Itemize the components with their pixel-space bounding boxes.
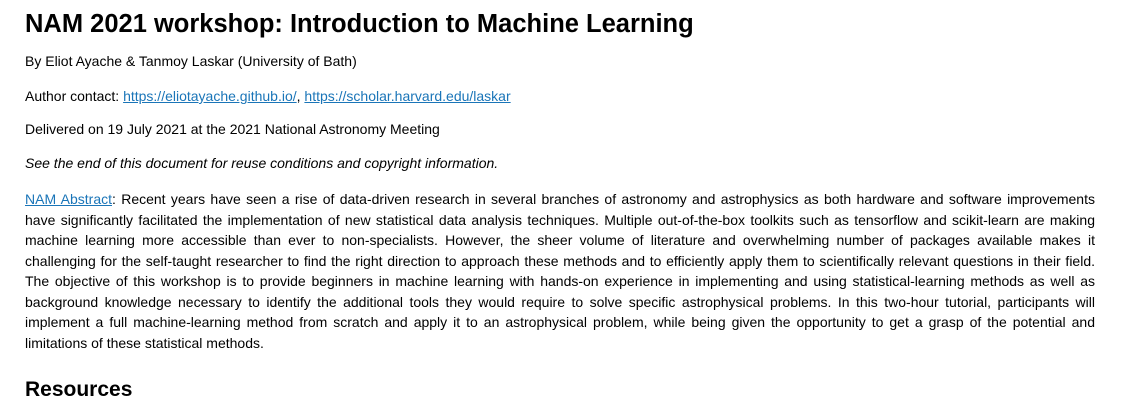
abstract-paragraph <box>25 189 1095 353</box>
reuse-note: See the end of this document for reuse conditions and copyright information. <box>25 155 499 171</box>
author-link-ayache[interactable]: https://eliotayache.github.io/ <box>123 88 297 104</box>
author-contact-label: Author contact: <box>25 88 124 104</box>
delivery-info: Delivered on 19 July 2021 at the 2021 National Astronomy Meeting <box>25 121 440 137</box>
author-link-laskar[interactable]: https://scholar.harvard.edu/laskar <box>304 88 511 104</box>
abstract-text: : Recent years have seen a rise of data-driven research in several branches of astronomy and astrophysics as both hardware and software improvements have significantly facilitated the implementation of new statistical data analysis techniques. Multiple out-of-the-box toolkits such as tensorflow and scikit-learn are making machine learning more accessible than ever to non-specialists. However, the sheer volume of literature and overwhelming number of packages available makes it challenging for the self-taught researcher to find the right direction to approach these methods and to efficiently apply them to scientifically relevant questions in their field. The objective of this workshop is to provide beginners in machine learning with hands-on experience in implementing and using statistical-learning methods as well as background knowledge necessary to identify the additional tools they would require to solve specific astrophysical problems. In this two-hour tutorial, participants will implement a full machine-learning method from scratch and apply it to an astrophysical problem, while being given the opportunity to get a grasp of the potential and limitations of these statistical methods. <box>25 191 1095 351</box>
contact-separator: , <box>296 88 305 104</box>
nam-abstract-link[interactable]: NAM Abstract <box>25 191 113 207</box>
author-byline: By Eliot Ayache & Tanmoy Laskar (University of Bath) <box>25 53 357 69</box>
author-contact <box>25 86 1095 106</box>
page-title: NAM 2021 workshop: Introduction to Machine Learning <box>25 10 694 38</box>
resources-heading: Resources <box>25 378 133 401</box>
